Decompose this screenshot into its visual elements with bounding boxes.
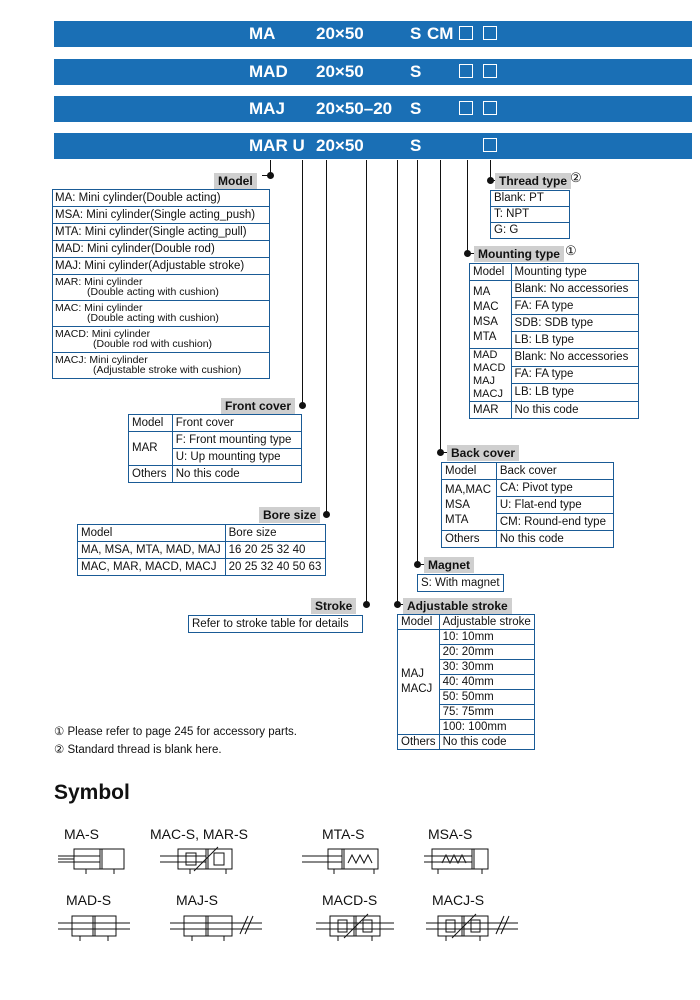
list-item-desc: (Double acting with cushion) xyxy=(87,312,219,324)
magnet-label: Magnet xyxy=(424,557,474,573)
ma-s-symbol xyxy=(56,845,128,875)
bar-model: MA xyxy=(249,24,276,43)
list-item xyxy=(53,327,269,353)
mac-s-mar-s-symbol xyxy=(150,845,240,875)
mounting-footnote-mark: ① xyxy=(565,243,577,258)
bar-size: 20×50 xyxy=(316,62,364,81)
mta-s-symbol xyxy=(300,845,382,875)
table-cell: 20 25 32 40 50 63 xyxy=(225,559,325,576)
bar-size: 20×50 xyxy=(316,136,364,155)
list-item-name: MACD: Mini cylinder xyxy=(55,328,151,340)
bar-magnet: S xyxy=(410,136,422,155)
table-cell: SDB: SDB type xyxy=(511,315,638,332)
bar-model: MAJ xyxy=(249,99,285,118)
bore-size-table xyxy=(77,524,326,576)
code-box xyxy=(483,26,497,40)
table-cell: 75: 75mm xyxy=(439,705,534,720)
code-box xyxy=(459,64,473,78)
table-header: Front cover xyxy=(172,415,301,432)
list-item-name: MAC: Mini cylinder xyxy=(55,302,143,314)
mad-s-symbol xyxy=(56,912,132,942)
bar-magnet: S xyxy=(410,62,422,81)
front-cover-table xyxy=(128,414,302,483)
connector-dot xyxy=(323,511,330,518)
table-cell: MAD MACD MAJ MACJ xyxy=(470,349,512,402)
table-cell: MAR xyxy=(129,432,173,466)
table-cell: Others xyxy=(442,531,497,548)
table-header: Back cover xyxy=(496,463,613,480)
table-header: Model xyxy=(442,463,497,480)
macj-s-symbol xyxy=(424,912,520,942)
adjustable-stroke-label: Adjustable stroke xyxy=(403,598,512,614)
table-cell: 100: 100mm xyxy=(439,720,534,735)
connector-line xyxy=(417,160,418,564)
thread-footnote-mark: ② xyxy=(570,170,582,185)
table-cell: U: Up mounting type xyxy=(172,449,301,466)
table-cell: Others xyxy=(398,735,440,750)
table-cell: Blank: No accessories xyxy=(511,349,638,367)
thread-type-label: Thread type xyxy=(495,173,571,189)
table-cell: No this code xyxy=(172,466,301,483)
table-cell: Others xyxy=(129,466,173,483)
table-cell: FA: FA type xyxy=(511,298,638,315)
table-cell: U: Flat-end type xyxy=(496,497,613,514)
table-header: Model xyxy=(398,615,440,630)
footnote: ② Standard thread is blank here. xyxy=(54,744,222,756)
symbol-title: Symbol xyxy=(54,781,130,804)
list-item-name: MAR: Mini cylinder xyxy=(55,276,143,288)
code-bar-mad xyxy=(54,59,692,85)
symbol-label: MAC-S, MAR-S xyxy=(150,826,248,842)
table-cell: MAJ MACJ xyxy=(398,630,440,735)
table-header: Model xyxy=(78,525,226,542)
table-cell: CM: Round-end type xyxy=(496,514,613,531)
code-box xyxy=(483,64,497,78)
table-cell: LB: LB type xyxy=(511,384,638,402)
table-header: Mounting type xyxy=(511,264,638,281)
bore-size-label: Bore size xyxy=(259,507,320,523)
table-cell: 30: 30mm xyxy=(439,660,534,675)
bar-mount: CM xyxy=(427,24,454,43)
connector-line xyxy=(262,175,270,176)
mounting-table xyxy=(469,263,639,419)
list-item: MAJ: Mini cylinder(Adjustable stroke) xyxy=(53,258,269,275)
maj-s-symbol xyxy=(168,912,264,942)
bar-magnet: S xyxy=(410,99,422,118)
table-cell: MAC, MAR, MACD, MACJ xyxy=(78,559,226,576)
macd-s-symbol xyxy=(314,912,396,942)
connector-line xyxy=(366,160,367,604)
table-cell: MA, MSA, MTA, MAD, MAJ xyxy=(78,542,226,559)
table-cell: 10: 10mm xyxy=(439,630,534,645)
list-item: MSA: Mini cylinder(Single acting_push) xyxy=(53,207,269,224)
table-cell: 20: 20mm xyxy=(439,645,534,660)
connector-line xyxy=(467,160,468,252)
connector-line xyxy=(302,160,303,405)
list-item xyxy=(53,301,269,327)
table-cell: No this code xyxy=(439,735,534,750)
table-cell: FA: FA type xyxy=(511,366,638,384)
symbol-label: MSA-S xyxy=(428,826,473,842)
connector-line xyxy=(397,160,398,604)
stroke-table xyxy=(188,615,363,633)
table-header: Model xyxy=(129,415,173,432)
table-header: Bore size xyxy=(225,525,325,542)
table-cell: LB: LB type xyxy=(511,332,638,349)
code-box xyxy=(459,101,473,115)
table-cell: F: Front mounting type xyxy=(172,432,301,449)
list-item: MA: Mini cylinder(Double acting) xyxy=(53,190,269,207)
bar-size: 20×50 xyxy=(316,24,364,43)
table-cell: T: NPT xyxy=(491,207,570,223)
symbol-label: MTA-S xyxy=(322,826,365,842)
connector-line xyxy=(326,160,327,512)
front-cover-label: Front cover xyxy=(221,398,295,414)
list-item: MAD: Mini cylinder(Double rod) xyxy=(53,241,269,258)
table-cell: No this code xyxy=(511,402,638,419)
table-cell: Blank: No accessories xyxy=(511,281,638,298)
stroke-label: Stroke xyxy=(311,598,356,614)
table-cell: Blank: PT xyxy=(491,191,570,207)
model-list xyxy=(52,189,270,379)
symbol-label: MACD-S xyxy=(322,892,378,908)
table-cell: MAR xyxy=(470,402,512,419)
list-item-desc: (Double acting with cushion) xyxy=(87,286,219,298)
bar-model: MAR U xyxy=(249,136,305,155)
back-cover-label: Back cover xyxy=(447,445,519,461)
back-cover-table xyxy=(441,462,614,548)
list-item-desc: (Adjustable stroke with cushion) xyxy=(93,364,242,376)
table-header: Model xyxy=(470,264,512,281)
model-label: Model xyxy=(214,173,257,189)
bar-model: MAD xyxy=(249,62,288,81)
mounting-type-label: Mounting type xyxy=(474,246,564,262)
table-cell: Refer to stroke table for details xyxy=(189,616,363,633)
symbol-label: MAD-S xyxy=(66,892,112,908)
list-item-desc: (Double rod with cushion) xyxy=(93,338,213,350)
adjustable-stroke-table xyxy=(397,614,535,750)
footnote: ① Please refer to page 245 for accessory parts. xyxy=(54,726,297,738)
list-item-name: MACJ: Mini cylinder xyxy=(55,354,148,366)
symbol-label: MACJ-S xyxy=(432,892,485,908)
list-item xyxy=(53,275,269,301)
table-cell: CA: Pivot type xyxy=(496,480,613,497)
connector-dot xyxy=(299,402,306,409)
table-cell: No this code xyxy=(496,531,613,548)
connector-dot xyxy=(363,601,370,608)
table-header: Adjustable stroke xyxy=(439,615,534,630)
symbol-label: MAJ-S xyxy=(176,892,218,908)
code-box xyxy=(459,26,473,40)
code-bar-maj xyxy=(54,96,692,122)
bar-size: 20×50–20 xyxy=(316,99,393,118)
list-item xyxy=(53,353,269,379)
msa-s-symbol xyxy=(422,845,492,875)
symbol-label: MA-S xyxy=(64,826,99,842)
list-item: MTA: Mini cylinder(Single acting_pull) xyxy=(53,224,269,241)
code-bar-ma xyxy=(54,21,692,47)
table-cell: 50: 50mm xyxy=(439,690,534,705)
code-box xyxy=(483,101,497,115)
code-box xyxy=(483,138,497,152)
table-cell: S: With magnet xyxy=(418,575,504,592)
connector-line xyxy=(440,160,441,450)
table-cell: 40: 40mm xyxy=(439,675,534,690)
code-bar-mar xyxy=(54,133,692,159)
bar-magnet: S xyxy=(410,24,422,43)
table-cell: 16 20 25 32 40 xyxy=(225,542,325,559)
magnet-table xyxy=(417,574,504,592)
thread-table xyxy=(490,190,570,239)
table-cell: MA,MAC MSA MTA xyxy=(442,480,497,531)
table-cell: MA MAC MSA MTA xyxy=(470,281,512,349)
table-cell: G: G xyxy=(491,223,570,239)
